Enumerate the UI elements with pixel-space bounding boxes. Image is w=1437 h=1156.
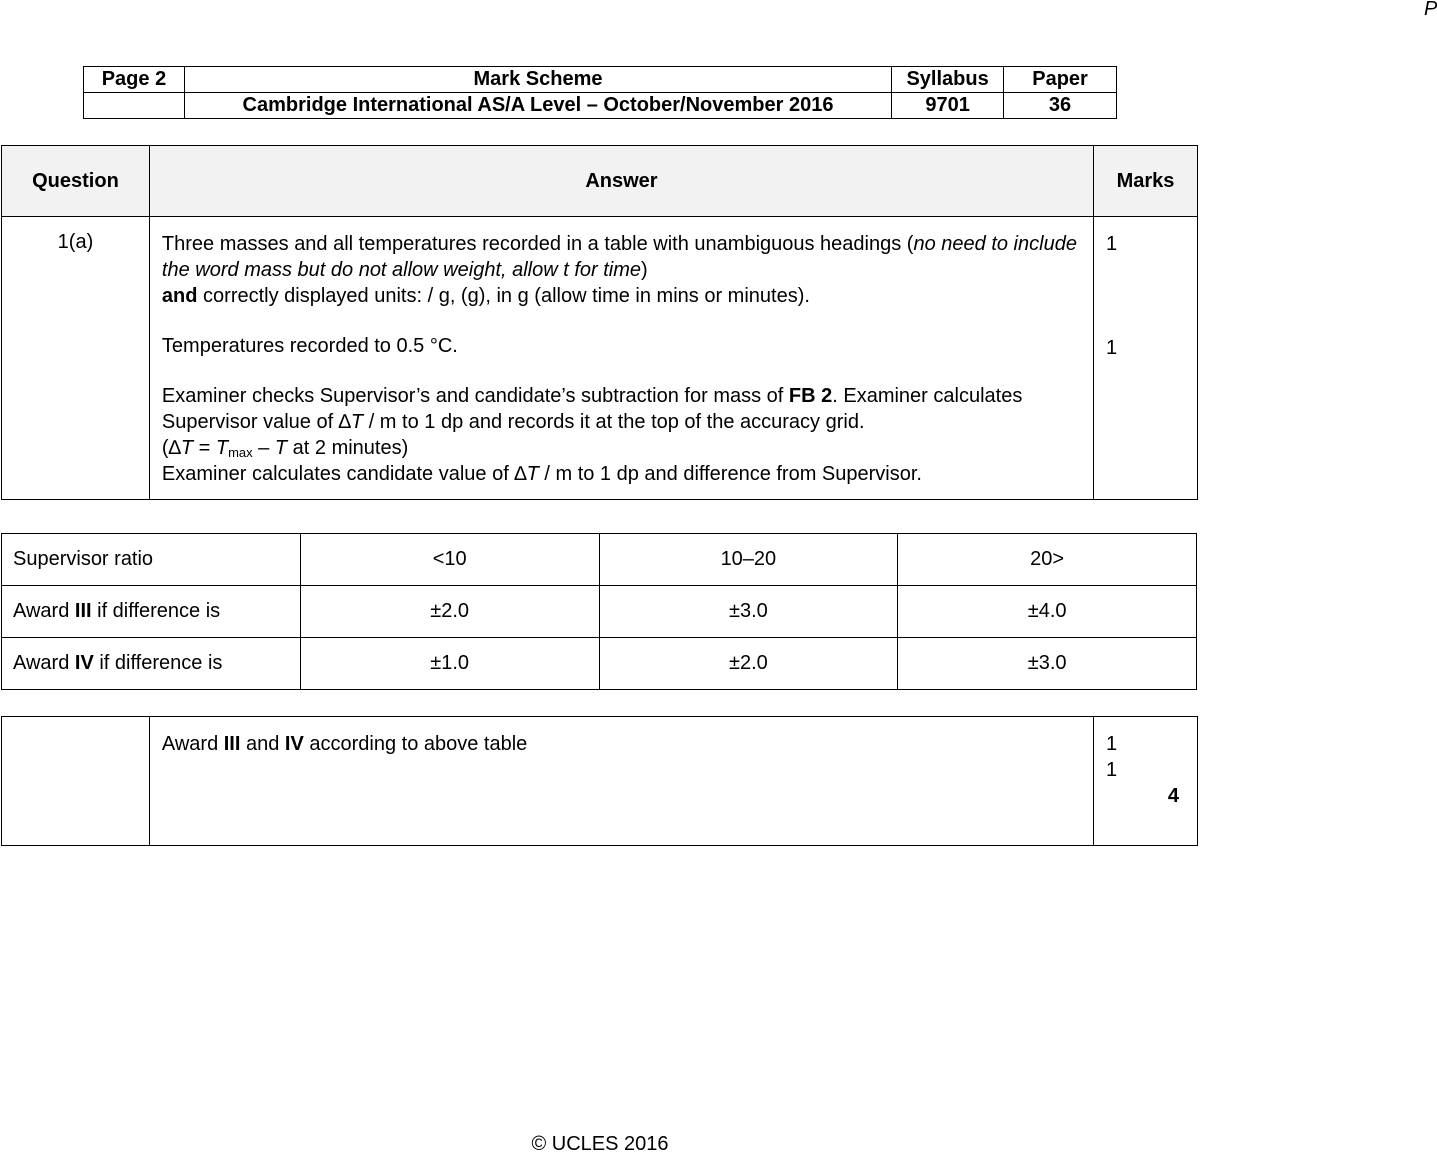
table-cell: 10–20 xyxy=(599,534,898,586)
header-table xyxy=(83,66,1117,119)
table-row xyxy=(2,534,1197,586)
column-header-marks: Marks xyxy=(1094,146,1198,217)
award-text-cell: Award III and IV according to above table xyxy=(149,717,1093,846)
table-row xyxy=(2,638,1197,690)
total-marks: 4 xyxy=(1167,785,1179,807)
column-header-answer: Answer xyxy=(149,146,1093,217)
page-corner-mark: P xyxy=(1424,0,1437,20)
empty-cell xyxy=(2,717,150,846)
mark-scheme-table xyxy=(1,145,1198,500)
mark-value: 1 xyxy=(1106,233,1118,255)
table-cell: ±2.0 xyxy=(300,586,599,638)
document-subtitle: Cambridge International AS/A Level – October/November 2016 xyxy=(184,93,891,119)
table-cell: <10 xyxy=(300,534,599,586)
award-marks-cell xyxy=(1094,717,1198,846)
answer-paragraph-1: Three masses and all temperatures recorded in a table with unambiguous headings (no need to include the word mass but do not allow weight, allow t for time) and correctly displayed units: / g, (g), in g (allow time in mins or minutes). xyxy=(161,233,1077,307)
award-table xyxy=(1,716,1198,846)
paper-code: 36 xyxy=(1004,93,1117,119)
row-label: Award III if difference is xyxy=(2,586,301,638)
accuracy-grid-table xyxy=(1,533,1197,690)
syllabus-code: 9701 xyxy=(892,93,1004,119)
paper-label: Paper xyxy=(1004,67,1117,93)
syllabus-label: Syllabus xyxy=(892,67,1004,93)
answer-cell xyxy=(149,217,1093,500)
empty-cell xyxy=(84,93,185,119)
document-title: Mark Scheme xyxy=(184,67,891,93)
table-cell: ±3.0 xyxy=(599,586,898,638)
marks-cell xyxy=(1094,217,1198,500)
page-number: Page 2 xyxy=(84,67,185,93)
copyright-footer: © UCLES 2016 xyxy=(531,1133,669,1155)
table-cell: ±4.0 xyxy=(898,586,1197,638)
row-label: Supervisor ratio xyxy=(2,534,301,586)
table-cell: ±1.0 xyxy=(300,638,599,690)
mark-value: 1 xyxy=(1106,759,1118,781)
table-cell: ±2.0 xyxy=(599,638,898,690)
answer-paragraph-2: Temperatures recorded to 0.5 °C. xyxy=(161,335,458,357)
table-row xyxy=(2,586,1197,638)
column-header-question: Question xyxy=(2,146,150,217)
mark-value: 1 xyxy=(1106,733,1118,755)
row-label: Award IV if difference is xyxy=(2,638,301,690)
table-cell: 20> xyxy=(898,534,1197,586)
mark-value: 1 xyxy=(1106,337,1118,359)
answer-paragraph-3: Examiner checks Supervisor’s and candidate’s subtraction for mass of FB 2. Examiner calculates Supervisor value of ∆T / m to 1 dp and records it at the top of the accuracy grid. ($\Delta T = T_{max} - T$ at 2 minutes) Examiner calculates candidate value of ∆T / m to 1 dp and difference from Supervisor. xyxy=(161,385,1023,485)
table-cell: ±3.0 xyxy=(898,638,1197,690)
question-number: 1(a) xyxy=(2,217,150,500)
